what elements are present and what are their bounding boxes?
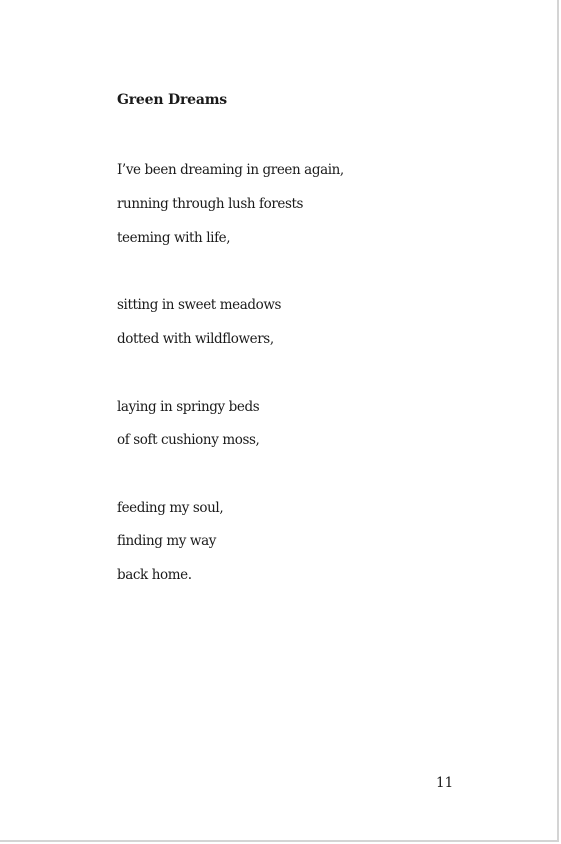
poem-line: finding my way [117, 533, 216, 549]
poem-line: of soft cushiony moss, [117, 432, 260, 448]
poem-line: teeming with life, [117, 230, 231, 246]
poem-title: Green Dreams [117, 92, 227, 108]
page-number: 11 [436, 775, 454, 791]
poem-line: I’ve been dreaming in green again, [117, 162, 344, 178]
poem-line: laying in springy beds [117, 399, 260, 415]
poem-line: sitting in sweet meadows [117, 297, 282, 313]
poem-line: back home. [117, 567, 192, 583]
poem-line: running through lush forests [117, 196, 304, 212]
poem-line: feeding my soul, [117, 500, 224, 516]
poem-line: dotted with wildflowers, [117, 331, 274, 347]
